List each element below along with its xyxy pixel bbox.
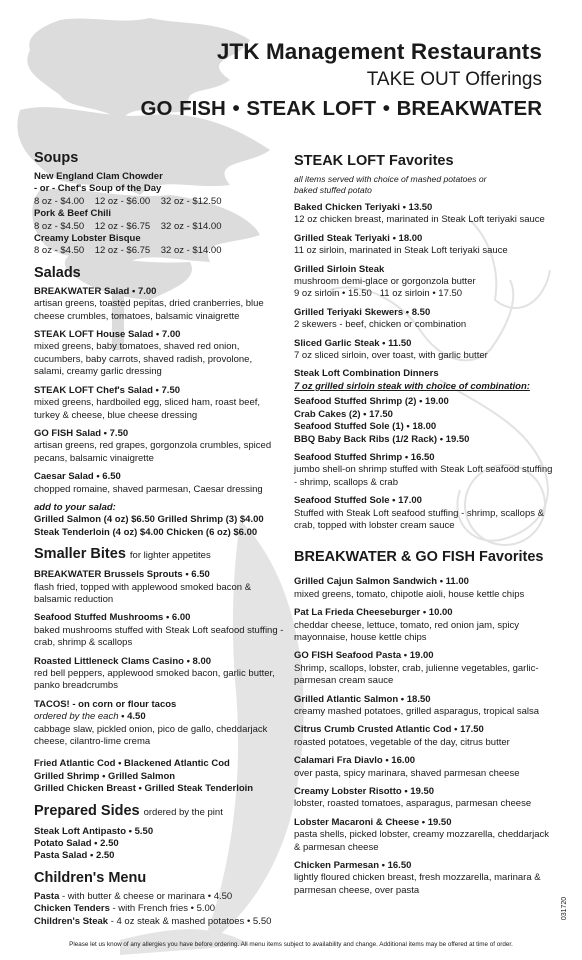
bite-desc: baked mushrooms stuffed with Steak Loft seafood stuffing - crab, shrimp & scallops [34, 624, 284, 649]
fish-item [294, 786, 556, 811]
steak-name: Sliced Garlic Steak • 11.50 [294, 337, 412, 349]
soups-title: Soups [34, 150, 79, 166]
soup-alt: - or - Chef's Soup of the Day [34, 183, 162, 195]
steak-item [294, 452, 556, 489]
right-column [294, 152, 556, 903]
salad-name: Caesar Salad • 6.50 [34, 471, 121, 483]
bites-title-text: Smaller Bites [34, 546, 126, 563]
tacos-price: • 4.50 [121, 711, 146, 723]
taco-filling-line: Grilled Shrimp • Grilled Salmon [34, 770, 176, 782]
salads-title: Salads [34, 264, 81, 281]
salad-addons [34, 502, 284, 539]
fish-item [294, 650, 556, 687]
steak-name: Grilled Sirloin Steak [294, 263, 385, 275]
combo-sub: 7 oz grilled sirloin steak with choice of combination: [294, 380, 530, 392]
tacos-desc: cabbage slaw, pickled onion, pico de gallo, cheddarjack cheese, cilantro-lime crema [34, 723, 268, 748]
restaurant-group-title: JTK Management Restaurants [216, 39, 542, 64]
salad-item [34, 428, 284, 465]
soup-item [34, 233, 284, 258]
kids-item-desc: - 4 oz steak & mashed potatoes • 5.50 [108, 915, 272, 927]
tacos-item [34, 699, 284, 749]
salad-desc: chopped romaine, shaved parmesan, Caesar dressing [34, 483, 263, 495]
soup-name: New England Clam Chowder [34, 171, 163, 182]
kids-item-desc: - with French fries • 5.00 [109, 903, 216, 915]
fish-item [294, 860, 556, 897]
sides-title-text: Prepared Sides [34, 802, 140, 819]
fish-name: Grilled Atlantic Salmon • 18.50 [294, 693, 431, 705]
fish-name: GO FISH Seafood Pasta • 19.00 [294, 650, 434, 662]
fish-desc: pasta shells, picked lobster, creamy mozzarella, cheddarjack & parmesan cheese [294, 829, 550, 853]
bite-name: Roasted Littleneck Clams Casino • 8.00 [34, 655, 212, 667]
bite-name: Seafood Stuffed Mushrooms • 6.00 [34, 612, 191, 624]
combo-option: Seafood Stuffed Sole (1) • 18.00 [294, 421, 437, 433]
salad-item [34, 385, 284, 422]
kids-section [34, 869, 284, 928]
bite-item [34, 612, 284, 649]
side-item: Potato Salad • 2.50 [34, 838, 119, 850]
combo-option: Crab Cakes (2) • 17.50 [294, 408, 393, 420]
salad-name: GO FISH Salad • 7.50 [34, 427, 129, 439]
salads-section [34, 264, 284, 539]
combo-name: Steak Loft Combination Dinners [294, 368, 439, 380]
steak-item [294, 233, 556, 258]
addon-line: Grilled Salmon (4 oz) $6.50 Grilled Shrimp (3) $4.00 [34, 514, 264, 526]
steak-desc: 11 oz sirloin, marinated in Steak Loft teriyaki sauce [294, 245, 508, 257]
fish-item [294, 755, 556, 780]
fish-item [294, 576, 556, 601]
steak-item [294, 264, 556, 301]
soup-name: Pork & Beef Chili [34, 208, 112, 220]
bites-section [34, 545, 284, 796]
bite-name: BREAKWATER Brussels Sprouts • 6.50 [34, 569, 210, 581]
fish-desc: over pasta, spicy marinara, shaved parmesan cheese [294, 767, 520, 779]
fish-item [294, 694, 556, 719]
sides-title [34, 802, 284, 822]
steak-name: Grilled Teriyaki Skewers • 8.50 [294, 306, 431, 318]
salad-item [34, 329, 284, 379]
fish-item [294, 817, 556, 854]
fish-desc: Shrimp, scallops, lobster, crab, julienne vegetables, garlic-parmesan cream sauce [294, 662, 539, 687]
steak-item [294, 307, 556, 332]
kids-item [34, 891, 284, 903]
taco-fillings [34, 758, 284, 795]
salad-name: STEAK LOFT Chef's Salad • 7.50 [34, 384, 181, 396]
addon-line: Steak Tenderloin (4 oz) $4.00 Chicken (6 oz) $6.00 [34, 526, 258, 538]
soups-section [34, 149, 284, 258]
addons-title: add to your salad: [34, 501, 116, 513]
steak-desc: Stuffed with Steak Loft seafood stuffing - shrimp, scallops & crab, topped with lobster cream sauce [294, 507, 544, 531]
steak-desc: mushroom demi-glace or gorgonzola butter [294, 276, 476, 288]
kids-item-name: Chicken Tenders [34, 903, 110, 915]
steak-desc: 12 oz chicken breast, marinated in Steak Loft teriyaki sauce [294, 214, 545, 226]
steak-desc: jumbo shell-on shrimp stuffed with Steak Loft seafood stuffing - shrimp, scallops & crab [294, 464, 553, 488]
left-column [34, 149, 284, 928]
fish-name: Calamari Fra Diavlo • 16.00 [294, 755, 416, 767]
tacos-sub-line [34, 711, 284, 723]
salad-item [34, 286, 284, 323]
salad-desc: artisan greens, red grapes, gorgonzola crumbles, spiced pecans, balsamic vinaigrette [34, 440, 272, 464]
salad-name: STEAK LOFT House Salad • 7.00 [34, 329, 181, 341]
taco-filling-line: Grilled Chicken Breast • Grilled Steak Tenderloin [34, 783, 254, 795]
bite-desc: red bell peppers, applewood smoked bacon, garlic butter, panko breadcrumbs [34, 668, 275, 692]
fish-desc: cheddar cheese, lettuce, tomato, red onion jam, spicy mayonnaise, house kettle chips [294, 619, 519, 643]
side-item: Steak Loft Antipasto • 5.50 [34, 825, 154, 837]
fish-section [294, 548, 556, 897]
soup-prices: 8 oz - $4.50 12 oz - $6.75 32 oz - $14.00 [34, 220, 222, 232]
fish-item [294, 607, 556, 644]
steak-desc: 7 oz sliced sirloin, over toast, with garlic butter [294, 350, 488, 362]
fish-title: BREAKWATER & GO FISH Favorites [294, 549, 544, 566]
fish-desc: roasted potatoes, vegetable of the day, citrus butter [294, 736, 510, 748]
menu-code: 031720 [560, 896, 568, 921]
kids-item-name: Children's Steak [34, 915, 109, 927]
fish-name: Citrus Crumb Crusted Atlantic Cod • 17.50 [294, 724, 484, 736]
kids-title: Children's Menu [34, 869, 147, 886]
fish-name: Lobster Macaroni & Cheese • 19.50 [294, 816, 452, 828]
steak-desc: 2 skewers - beef, chicken or combination [294, 319, 467, 331]
fish-desc: lightly floured chicken breast, fresh mozzarella, marinara & parmesan cheese, over pasta [294, 872, 541, 896]
taco-filling-line: Fried Atlantic Cod • Blackened Atlantic Cod [34, 758, 230, 770]
salad-name: BREAKWATER Salad • 7.00 [34, 285, 157, 297]
steak-title: STEAK LOFT Favorites [294, 153, 454, 169]
kids-item [34, 903, 284, 915]
sides-note: ordered by the pint [143, 806, 223, 818]
fish-desc: creamy mashed potatoes, grilled asparagus, tropical salsa [294, 706, 540, 717]
salad-desc: mixed greens, hardboiled egg, sliced ham, roast beef, turkey & cheese, blue cheese dressing [34, 397, 261, 421]
fish-name: Chicken Parmesan • 16.50 [294, 860, 412, 872]
fish-name: Grilled Cajun Salmon Sandwich • 11.00 [294, 576, 469, 588]
bite-item [34, 656, 284, 693]
brand-list: GO FISH • STEAK LOFT • BREAKWATER [140, 97, 542, 120]
steak-section [294, 152, 556, 532]
sides-section [34, 802, 284, 863]
steak-name: Baked Chicken Teriyaki • 13.50 [294, 202, 433, 213]
soup-item [34, 171, 284, 208]
bite-desc: flash fried, topped with applewood smoked bacon & balsamic reduction [34, 581, 252, 605]
steak-item [294, 495, 556, 532]
steak-item [294, 338, 556, 363]
steak-name: Seafood Stuffed Shrimp • 16.50 [294, 451, 435, 463]
tacos-sub: ordered by the each [34, 711, 119, 723]
kids-item [34, 916, 284, 928]
allergy-disclaimer: Please let us know of any allergies you have before ordering. All menu items subject to availability and change. Additional items may be offered at time of order. [69, 941, 513, 948]
fish-name: Creamy Lobster Risotto • 19.50 [294, 786, 435, 798]
steak-sizes: 9 oz sirloin • 15.50 11 oz sirloin • 17.50 [294, 288, 463, 300]
salad-item [34, 471, 284, 496]
tacos-name: TACOS! - on corn or flour tacos [34, 698, 177, 710]
soup-prices: 8 oz - $4.50 12 oz - $6.75 32 oz - $14.00 [34, 245, 222, 257]
kids-item-name: Pasta [34, 890, 60, 902]
soup-name: Creamy Lobster Bisque [34, 233, 141, 245]
steak-item [294, 202, 556, 227]
bite-item [34, 569, 284, 606]
steak-name: Grilled Steak Teriyaki • 18.00 [294, 232, 423, 244]
menu-subtitle: TAKE OUT Offerings [366, 69, 542, 90]
fish-name: Pat La Frieda Cheeseburger • 10.00 [294, 607, 453, 619]
steak-name: Seafood Stuffed Sole • 17.00 [294, 495, 422, 507]
soup-prices: 8 oz - $4.00 12 oz - $6.00 32 oz - $12.50 [34, 195, 222, 207]
bites-note: for lighter appetites [129, 550, 211, 562]
kids-item-desc: - with butter & cheese or marinara • 4.50 [59, 890, 233, 902]
menu-header [141, 38, 543, 122]
combo-item [294, 368, 556, 445]
soup-item [34, 208, 284, 233]
salad-desc: artisan greens, toasted pepitas, dried cranberries, blue cheese crumbles, tomatoes, balsamic vinaigrette [34, 298, 264, 322]
steak-note: all items served with choice of mashed potatoes or baked stuffed potato [294, 174, 487, 195]
fish-desc: mixed greens, tomato, chipotle aioli, house kettle chips [294, 588, 525, 600]
fish-item [294, 724, 556, 749]
salad-desc: mixed greens, baby tomatoes, shaved red onion, cucumbers, baby carrots, shaved radish, provolone, salami, creamy garlic dressing [34, 341, 253, 378]
fish-desc: lobster, roasted tomatoes, asparagus, parmesan cheese [294, 798, 532, 810]
bites-title [34, 545, 284, 565]
combo-option: BBQ Baby Back Ribs (1/2 Rack) • 19.50 [294, 433, 470, 445]
side-item: Pasta Salad • 2.50 [34, 850, 115, 862]
combo-option: Seafood Stuffed Shrimp (2) • 19.00 [294, 396, 449, 408]
